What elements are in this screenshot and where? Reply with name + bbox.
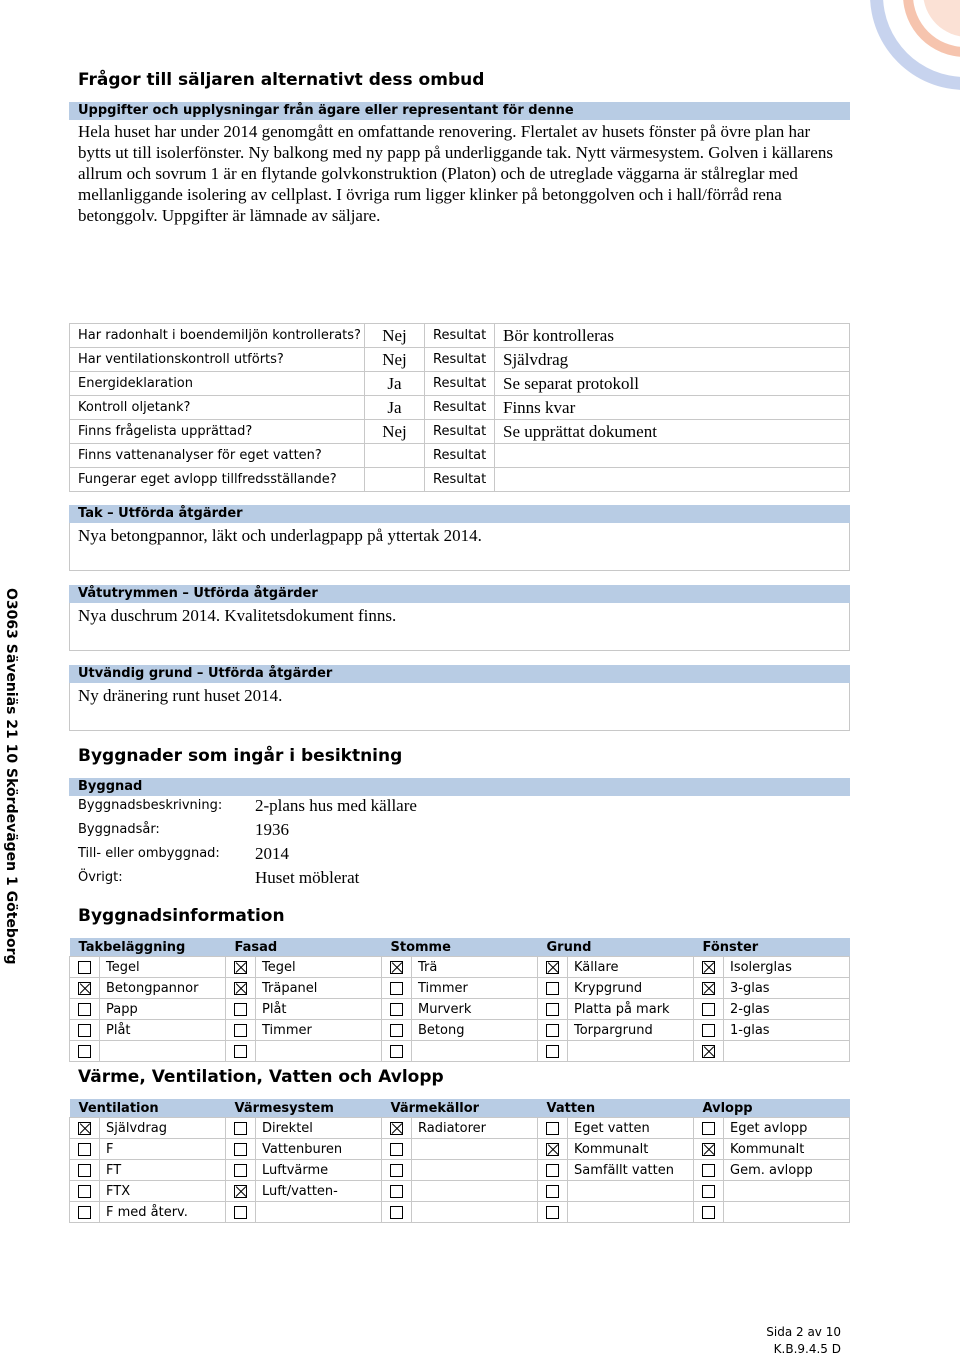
checked-checkbox[interactable] [234, 982, 247, 995]
option-label: Kommunalt [568, 1139, 694, 1160]
unchecked-checkbox[interactable] [702, 1206, 715, 1219]
option-label: FTX [100, 1181, 226, 1202]
grid-row [70, 1020, 850, 1041]
result-value: Finns kvar [495, 396, 850, 420]
checkbox-cell [694, 978, 724, 999]
unchecked-checkbox[interactable] [390, 982, 403, 995]
ombyggnad-value: 2014 [255, 844, 289, 863]
result-label: Resultat [425, 444, 495, 468]
question-row [70, 372, 850, 396]
checkbox-cell [226, 957, 256, 978]
checkbox-cell [538, 1139, 568, 1160]
checked-checkbox[interactable] [546, 1143, 559, 1156]
unchecked-checkbox[interactable] [546, 982, 559, 995]
question-text: Har radonhalt i boendemiljön kontrollerats? [70, 324, 365, 348]
checkbox-cell [226, 1160, 256, 1181]
question-row [70, 468, 850, 492]
unchecked-checkbox[interactable] [546, 1045, 559, 1058]
unchecked-checkbox[interactable] [78, 1024, 91, 1037]
option-label: Träpanel [256, 978, 382, 999]
option-label: Radiatorer [412, 1118, 538, 1139]
option-label: Gem. avlopp [724, 1160, 850, 1181]
option-label: F [100, 1139, 226, 1160]
checkbox-cell [694, 1118, 724, 1139]
unchecked-checkbox[interactable] [234, 1003, 247, 1016]
option-label [412, 1202, 538, 1223]
grid-row [70, 1160, 850, 1181]
checkbox-cell [538, 1160, 568, 1181]
checkbox-cell [382, 978, 412, 999]
option-label: Vattenburen [256, 1139, 382, 1160]
unchecked-checkbox[interactable] [390, 1003, 403, 1016]
option-label: Kommunalt [724, 1139, 850, 1160]
question-answer: Nej [365, 420, 425, 444]
checkbox-cell [382, 1202, 412, 1223]
column-header: Fönster [694, 938, 850, 957]
checkbox-cell [70, 1041, 100, 1062]
result-label: Resultat [425, 324, 495, 348]
checkbox-cell [70, 1160, 100, 1181]
option-label: Isolerglas [724, 957, 850, 978]
vatrum-text: Nya duschrum 2014. Kvalitetsdokument finns. [78, 606, 397, 625]
checkbox-cell [538, 1041, 568, 1062]
unchecked-checkbox[interactable] [702, 1122, 715, 1135]
option-label [256, 1041, 382, 1062]
option-label [724, 1181, 850, 1202]
checked-checkbox[interactable] [702, 961, 715, 974]
result-value: Självdrag [495, 348, 850, 372]
option-label: Timmer [256, 1020, 382, 1041]
ombyggnad-label: Till- eller ombyggnad: [78, 846, 220, 861]
grund-header: Utvändig grund – Utförda åtgärder [69, 665, 850, 683]
unchecked-checkbox[interactable] [546, 1003, 559, 1016]
heading-questions-seller: Frågor till säljaren alternativt dess ombud [78, 70, 485, 90]
vvs-table [69, 1099, 850, 1223]
result-value [495, 444, 850, 468]
option-label: 2-glas [724, 999, 850, 1020]
checkbox-cell [70, 999, 100, 1020]
checkbox-cell [70, 1020, 100, 1041]
unchecked-checkbox[interactable] [546, 1185, 559, 1198]
column-header: Grund [538, 938, 694, 957]
result-label: Resultat [425, 348, 495, 372]
unchecked-checkbox[interactable] [702, 1164, 715, 1177]
question-answer [365, 468, 425, 492]
checkbox-cell [226, 999, 256, 1020]
checkbox-cell [226, 1202, 256, 1223]
unchecked-checkbox[interactable] [702, 1003, 715, 1016]
ovrigt-label: Övrigt: [78, 870, 123, 885]
unchecked-checkbox[interactable] [78, 1185, 91, 1198]
question-text: Finns vattenanalyser för eget vatten? [70, 444, 365, 468]
grid-header-row [70, 938, 850, 957]
checkbox-cell [538, 1181, 568, 1202]
unchecked-checkbox[interactable] [390, 1024, 403, 1037]
heading-vvs: Värme, Ventilation, Vatten och Avlopp [78, 1067, 444, 1087]
result-label: Resultat [425, 372, 495, 396]
grid-row [70, 978, 850, 999]
option-label: Trä [412, 957, 538, 978]
question-answer: Nej [365, 324, 425, 348]
result-value: Se separat protokoll [495, 372, 850, 396]
option-label: Eget vatten [568, 1118, 694, 1139]
unchecked-checkbox[interactable] [702, 1185, 715, 1198]
page-number: Sida 2 av 10 [766, 1325, 841, 1339]
unchecked-checkbox[interactable] [78, 961, 91, 974]
checkbox-cell [538, 957, 568, 978]
tak-text: Nya betongpannor, läkt och underlagpapp på yttertak 2014. [78, 526, 482, 545]
option-label: Plåt [256, 999, 382, 1020]
corner-decoration [840, 0, 960, 140]
checked-checkbox[interactable] [702, 1045, 715, 1058]
question-answer: Ja [365, 372, 425, 396]
unchecked-checkbox[interactable] [78, 1164, 91, 1177]
column-header: Stomme [382, 938, 538, 957]
unchecked-checkbox[interactable] [78, 1143, 91, 1156]
question-text: Energideklaration [70, 372, 365, 396]
option-label [568, 1041, 694, 1062]
unchecked-checkbox[interactable] [234, 1122, 247, 1135]
checked-checkbox[interactable] [546, 961, 559, 974]
unchecked-checkbox[interactable] [702, 1024, 715, 1037]
tak-header: Tak – Utförda åtgärder [69, 505, 850, 523]
unchecked-checkbox[interactable] [546, 1024, 559, 1037]
grid-row [70, 1181, 850, 1202]
option-label: FT [100, 1160, 226, 1181]
question-text: Kontroll oljetank? [70, 396, 365, 420]
option-label: Timmer [412, 978, 538, 999]
result-label: Resultat [425, 468, 495, 492]
option-label [412, 1181, 538, 1202]
checked-checkbox[interactable] [702, 1143, 715, 1156]
grid-row [70, 999, 850, 1020]
questions-table [69, 323, 850, 492]
checkbox-cell [694, 1041, 724, 1062]
option-label [412, 1139, 538, 1160]
checkbox-cell [226, 1139, 256, 1160]
checkbox-cell [382, 1041, 412, 1062]
byggnad-header: Byggnad [69, 778, 850, 796]
checkbox-cell [70, 978, 100, 999]
option-label: Platta på mark [568, 999, 694, 1020]
result-value: Bör kontrolleras [495, 324, 850, 348]
checkbox-cell [70, 957, 100, 978]
unchecked-checkbox[interactable] [546, 1122, 559, 1135]
checkbox-cell [694, 957, 724, 978]
question-row [70, 324, 850, 348]
checkbox-cell [538, 1118, 568, 1139]
unchecked-checkbox[interactable] [546, 1164, 559, 1177]
option-label: Luft/vatten- [256, 1181, 382, 1202]
checkbox-cell [694, 1160, 724, 1181]
unchecked-checkbox[interactable] [234, 1164, 247, 1177]
byggnadsar-value: 1936 [255, 820, 289, 839]
grund-text: Ny dränering runt huset 2014. [78, 686, 283, 705]
column-header: Fasad [226, 938, 382, 957]
option-label: Direktel [256, 1118, 382, 1139]
option-label: Betong [412, 1020, 538, 1041]
checkbox-cell [382, 1181, 412, 1202]
result-label: Resultat [425, 396, 495, 420]
option-label [412, 1160, 538, 1181]
column-header: Avlopp [694, 1099, 850, 1118]
option-label [724, 1202, 850, 1223]
question-answer: Nej [365, 348, 425, 372]
column-header: Värmesystem [226, 1099, 382, 1118]
unchecked-checkbox[interactable] [78, 1045, 91, 1058]
option-label: Luftvärme [256, 1160, 382, 1181]
unchecked-checkbox[interactable] [78, 1003, 91, 1016]
question-row [70, 420, 850, 444]
checked-checkbox[interactable] [78, 1122, 91, 1135]
checkbox-cell [382, 957, 412, 978]
checkbox-cell [382, 1020, 412, 1041]
column-header: Värmekällor [382, 1099, 538, 1118]
option-label: F med återv. [100, 1202, 226, 1223]
unchecked-checkbox[interactable] [390, 1164, 403, 1177]
question-answer: Ja [365, 396, 425, 420]
column-header: Ventilation [70, 1099, 226, 1118]
unchecked-checkbox[interactable] [234, 1206, 247, 1219]
option-label: Plåt [100, 1020, 226, 1041]
question-row [70, 444, 850, 468]
option-label: 3-glas [724, 978, 850, 999]
option-label [100, 1041, 226, 1062]
unchecked-checkbox[interactable] [390, 1206, 403, 1219]
option-label [724, 1041, 850, 1062]
checkbox-cell [538, 1020, 568, 1041]
checkbox-cell [382, 1139, 412, 1160]
unchecked-checkbox[interactable] [234, 1024, 247, 1037]
option-label: Källare [568, 957, 694, 978]
byggnadsbeskrivning-label: Byggnadsbeskrivning: [78, 798, 223, 813]
checkbox-cell [226, 1118, 256, 1139]
column-header: Vatten [538, 1099, 694, 1118]
unchecked-checkbox[interactable] [390, 1185, 403, 1198]
checkbox-cell [382, 1160, 412, 1181]
grid-row [70, 1118, 850, 1139]
checkbox-cell [694, 999, 724, 1020]
option-label: Samfällt vatten [568, 1160, 694, 1181]
owner-info-text: Hela huset har under 2014 genomgått en omfattande renovering. Flertalet av husets fönster på övre plan har bytts ut till isolerfönster. Ny balkong med ny papp på underliggande tak. Nytt värmesystem. Golven i källarens allrum och sovrum 1 är en flytande golvkonstruktion (Platon) och de utreglade väggarna är stålreglar med mellanliggande isolering av cellplast. I övriga rum ligger klinker på betonggolven och i hall/förråd rena betonggolv. Uppgifter är lämnade av säljare. [78, 122, 833, 225]
result-value [495, 468, 850, 492]
option-label: Torpargrund [568, 1020, 694, 1041]
unchecked-checkbox[interactable] [390, 1045, 403, 1058]
checkbox-cell [226, 1181, 256, 1202]
checkbox-cell [70, 1181, 100, 1202]
option-label [568, 1202, 694, 1223]
question-answer [365, 444, 425, 468]
unchecked-checkbox[interactable] [234, 1143, 247, 1156]
checked-checkbox[interactable] [390, 1122, 403, 1135]
question-text: Har ventilationskontroll utförts? [70, 348, 365, 372]
document-code: K.B.9.4.5 D [773, 1342, 841, 1356]
byggnadsbeskrivning-value: 2-plans hus med källare [255, 796, 417, 815]
question-row [70, 396, 850, 420]
option-label: Tegel [256, 957, 382, 978]
ovrigt-value: Huset möblerat [255, 868, 360, 887]
unchecked-checkbox[interactable] [78, 1206, 91, 1219]
heading-buildings: Byggnader som ingår i besiktning [78, 746, 403, 766]
checkbox-cell [226, 1041, 256, 1062]
owner-info-header: Uppgifter och upplysningar från ägare eller representant för denne [69, 102, 850, 120]
question-text: Fungerar eget avlopp tillfredsställande? [70, 468, 365, 492]
byggnadsar-label: Byggnadsår: [78, 822, 160, 837]
unchecked-checkbox[interactable] [546, 1206, 559, 1219]
option-label: Eget avlopp [724, 1118, 850, 1139]
unchecked-checkbox[interactable] [390, 1143, 403, 1156]
heading-building-info: Byggnadsinformation [78, 906, 285, 926]
unchecked-checkbox[interactable] [234, 1045, 247, 1058]
option-label: Murverk [412, 999, 538, 1020]
option-label: Krypgrund [568, 978, 694, 999]
grid-row [70, 1202, 850, 1223]
vatrum-header: Våtutrymmen – Utförda åtgärder [69, 585, 850, 603]
checkbox-cell [70, 1202, 100, 1223]
checkbox-cell [538, 978, 568, 999]
checked-checkbox[interactable] [390, 961, 403, 974]
question-text: Finns frågelista upprättad? [70, 420, 365, 444]
option-label: Tegel [100, 957, 226, 978]
option-label: Betongpannor [100, 978, 226, 999]
checkbox-cell [226, 1020, 256, 1041]
grid-row [70, 1139, 850, 1160]
option-label: Papp [100, 999, 226, 1020]
checkbox-cell [70, 1139, 100, 1160]
grid-row [70, 1041, 850, 1062]
result-value: Se upprättat dokument [495, 420, 850, 444]
grid-row [70, 957, 850, 978]
checked-checkbox[interactable] [78, 982, 91, 995]
building-info-table [69, 938, 850, 1062]
checkbox-cell [70, 1118, 100, 1139]
option-label [568, 1181, 694, 1202]
checkbox-cell [382, 1118, 412, 1139]
sidebar-property-label: O3063 Säveniäs 21 10 Skördevägen 1 Göteborg [3, 588, 19, 965]
option-label: 1-glas [724, 1020, 850, 1041]
checkbox-cell [382, 999, 412, 1020]
checkbox-cell [538, 1202, 568, 1223]
column-header: Takbeläggning [70, 938, 226, 957]
checkbox-cell [538, 999, 568, 1020]
question-row [70, 348, 850, 372]
result-label: Resultat [425, 420, 495, 444]
checked-checkbox[interactable] [234, 961, 247, 974]
checkbox-cell [226, 978, 256, 999]
option-label [256, 1202, 382, 1223]
checkbox-cell [694, 1020, 724, 1041]
checkbox-cell [694, 1202, 724, 1223]
checked-checkbox[interactable] [234, 1185, 247, 1198]
option-label: Självdrag [100, 1118, 226, 1139]
option-label [412, 1041, 538, 1062]
grid-header-row [70, 1099, 850, 1118]
checked-checkbox[interactable] [702, 982, 715, 995]
checkbox-cell [694, 1181, 724, 1202]
checkbox-cell [694, 1139, 724, 1160]
